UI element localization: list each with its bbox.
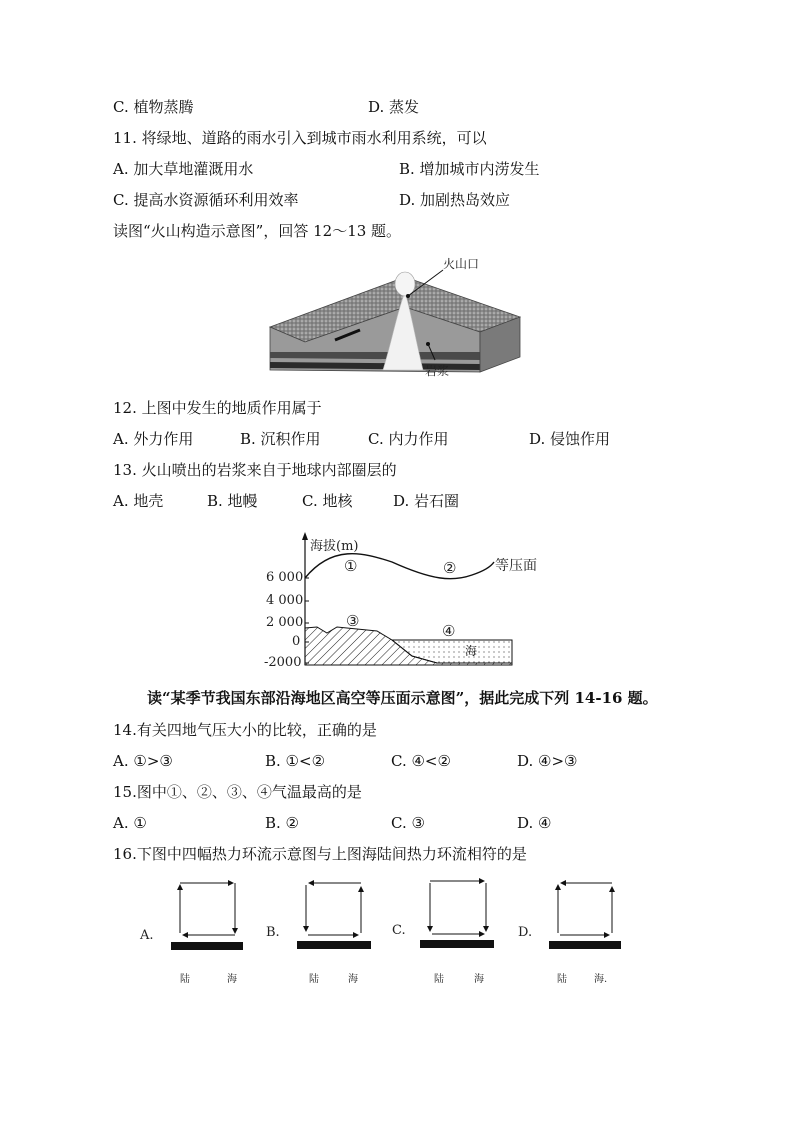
diagram-a-land: 陆 — [180, 974, 190, 985]
tick-2000: 2 000 — [266, 615, 304, 630]
q15-option-c: C. ③ — [391, 814, 425, 832]
diagram-d-sea: 海. — [594, 974, 608, 985]
q13-option-b: B. 地幔 — [207, 492, 258, 510]
circulation-diagram-c — [390, 873, 510, 988]
point-4: ④ — [442, 622, 456, 640]
tick-4000: 4 000 — [266, 593, 304, 608]
tick-6000: 6 000 — [266, 570, 304, 585]
diagram-d-letter: D. — [518, 925, 533, 940]
circulation-diagram-d — [516, 873, 636, 988]
q13-option-d: D. 岩石圈 — [393, 492, 460, 510]
diagram-a-sea: 海 — [227, 974, 237, 985]
q14-stem: 14.有关四地气压大小的比较，正确的是 — [113, 721, 377, 739]
crater-label: 火山口 — [443, 257, 480, 271]
q12-option-d: D. 侵蚀作用 — [529, 430, 611, 448]
isobar-figure — [262, 530, 552, 675]
q11-option-c: C. 提高水资源循环利用效率 — [113, 191, 299, 209]
diagram-b-land: 陆 — [309, 974, 319, 985]
isobar-diagram — [262, 530, 552, 675]
q13-option-c: C. 地核 — [302, 492, 353, 510]
q13-stem: 13. 火山喷出的岩浆来自于地球内部圈层的 — [113, 461, 397, 479]
q14-option-a: A. ①>③ — [113, 752, 173, 770]
diagram-c-sea: 海 — [474, 974, 484, 985]
volcano-intro: 读图“火山构造示意图”，回答 12～13 题。 — [113, 222, 402, 240]
q10-option-d: D. 蒸发 — [368, 98, 420, 116]
q10-option-c: C. 植物蒸腾 — [113, 98, 194, 116]
q15-option-d: D. ④ — [517, 814, 552, 832]
volcano-figure — [265, 252, 525, 382]
q12-option-b: B. 沉积作用 — [240, 430, 321, 448]
tick-minus-2000: -2000 — [264, 655, 302, 670]
q14-option-b: B. ①<② — [265, 752, 326, 770]
q11-option-d: D. 加剧热岛效应 — [399, 191, 511, 209]
q14-option-c: C. ④<② — [391, 752, 451, 770]
q11-stem: 11. 将绿地、道路的雨水引入到城市雨水利用系统，可以 — [113, 129, 487, 147]
q11-option-a: A. 加大草地灌溉用水 — [113, 160, 254, 178]
diagram-b-sea: 海 — [348, 974, 358, 985]
q14-option-d: D. ④>③ — [517, 752, 578, 770]
q15-option-b: B. ② — [265, 814, 300, 832]
tick-0: 0 — [292, 634, 301, 649]
q13-option-a: A. 地壳 — [113, 492, 164, 510]
q12-option-a: A. 外力作用 — [113, 430, 194, 448]
q12-option-c: C. 内力作用 — [368, 430, 449, 448]
circulation-diagram-b — [264, 873, 384, 988]
diagram-c-land: 陆 — [434, 974, 444, 985]
volcano-structure-diagram — [265, 252, 525, 382]
circulation-diagram-a — [138, 873, 258, 988]
diagram-d-land: 陆 — [557, 974, 567, 985]
diagram-b-letter: B. — [266, 925, 280, 940]
magma-label: 岩浆 — [425, 364, 450, 378]
sea-label: 海 — [465, 644, 478, 658]
pressure-intro: 读“某季节我国东部沿海地区高空等压面示意图”，据此完成下列 14-16 题。 — [147, 689, 658, 707]
q12-stem: 12. 上图中发生的地质作用属于 — [113, 399, 322, 417]
point-2: ② — [443, 559, 457, 577]
q16-stem: 16.下图中四幅热力环流示意图与上图海陆间热力环流相符的是 — [113, 845, 527, 863]
isobar-label: 等压面 — [495, 558, 537, 574]
diagram-c-letter: C. — [392, 923, 406, 938]
q11-option-b: B. 增加城市内涝发生 — [399, 160, 540, 178]
diagram-a-letter: A. — [140, 928, 154, 943]
point-3: ③ — [346, 612, 360, 630]
q15-option-a: A. ① — [113, 814, 147, 832]
q15-stem: 15.图中①、②、③、④气温最高的是 — [113, 783, 362, 801]
altitude-axis-label: 海拔(m) — [310, 539, 359, 554]
point-1: ① — [344, 557, 358, 575]
